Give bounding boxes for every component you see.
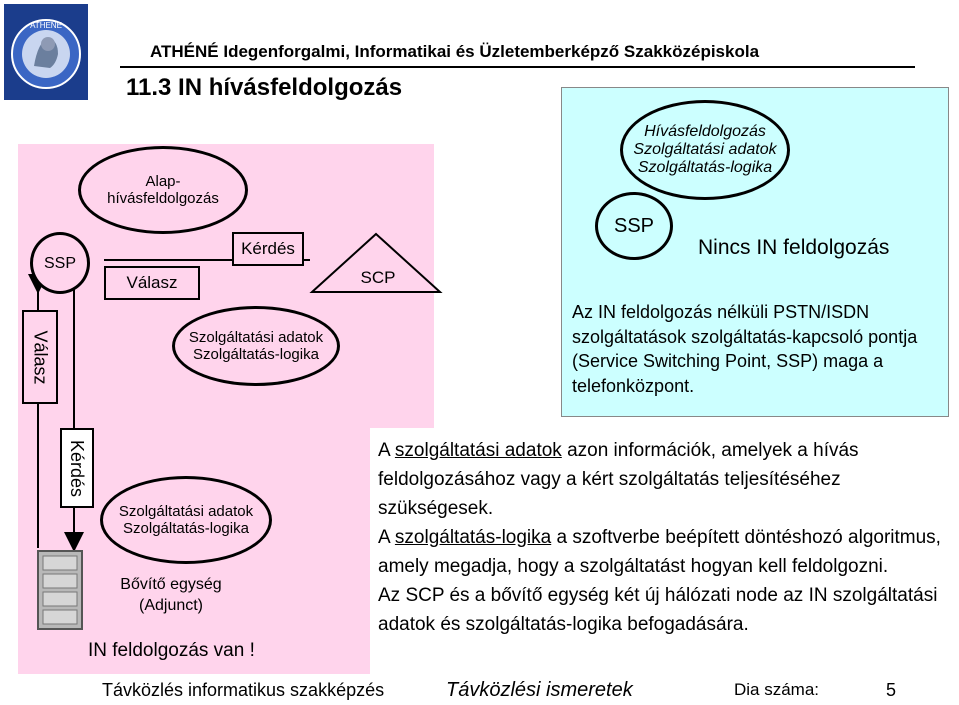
footer-slide-label: Dia száma: (734, 680, 820, 699)
definition-service-data: A szolgáltatási adatok azon információk, amelyek a hívás feldolgozásához vagy a kért szolgáltatás teljesítéséhez szükségesek. (378, 440, 859, 519)
adjunct-cabinet-icon (37, 550, 83, 630)
call-processing-ellipse: Hívásfeldolgozás Szolgáltatási adatok Szolgáltatás-logika (620, 100, 790, 200)
footer-slide-number: 5 (886, 680, 897, 700)
valasz-box: Válasz (104, 266, 200, 300)
ssp-left-circle: SSP (30, 232, 90, 294)
alap-hivasfeldolgozas-ellipse: Alap- hívásfeldolgozás (78, 146, 248, 234)
no-in-label: Nincs IN feldolgozás (698, 236, 890, 259)
slide-title: 11.3 IN hívásfeldolgozás (126, 74, 403, 101)
definitions-text (378, 436, 953, 639)
kerdes-box: Kérdés (232, 232, 304, 266)
valasz-vertical-label: Válasz (22, 310, 58, 404)
scp-label: SCP (360, 268, 396, 287)
bovito-egyseg-label: Bővítő egység (Adjunct) (120, 576, 222, 614)
in-processing-question: IN feldolgozás van ! (88, 640, 255, 661)
term-service-logic: szolgáltatás-logika (394, 527, 552, 548)
term-service-data: szolgáltatási adatok (394, 440, 562, 461)
footer-course: Távközlés informatikus szakképzés (102, 680, 385, 700)
ssp-right-circle: SSP (595, 192, 673, 260)
service-data-ellipse-mid: Szolgáltatási adatok Szolgáltatás-logika (172, 306, 340, 386)
ssp-info-text: Az IN feldolgozás nélküli PSTN/ISDN szolgáltatások szolgáltatás-kapcsoló pontja (Service Switching Point, SSP) maga a telefonközpont. (572, 302, 918, 396)
definition-scp-adjunct: Az SCP és a bővítő egység két új hálózati node az IN szolgáltatási adatok és szolgáltatás-logika befogadására. (378, 585, 938, 635)
definition-service-logic: A szolgáltatás-logika a szoftverbe beépített döntéshozó algoritmus, amely megadja, hogy a szolgáltatást hogyan kell feldolgozni. (378, 527, 941, 577)
footer-subject: Távközlési ismeretek (446, 679, 633, 701)
service-data-ellipse-low: Szolgáltatási adatok Szolgáltatás-logika (100, 476, 272, 564)
school-name: ATHÉNÉ Idegenforgalmi, Informatikai és Üzletemberképző Szakközépiskola (150, 42, 760, 61)
kerdes-vertical-label: Kérdés (60, 428, 94, 508)
svg-text:ATHENE: ATHENE (30, 21, 62, 30)
